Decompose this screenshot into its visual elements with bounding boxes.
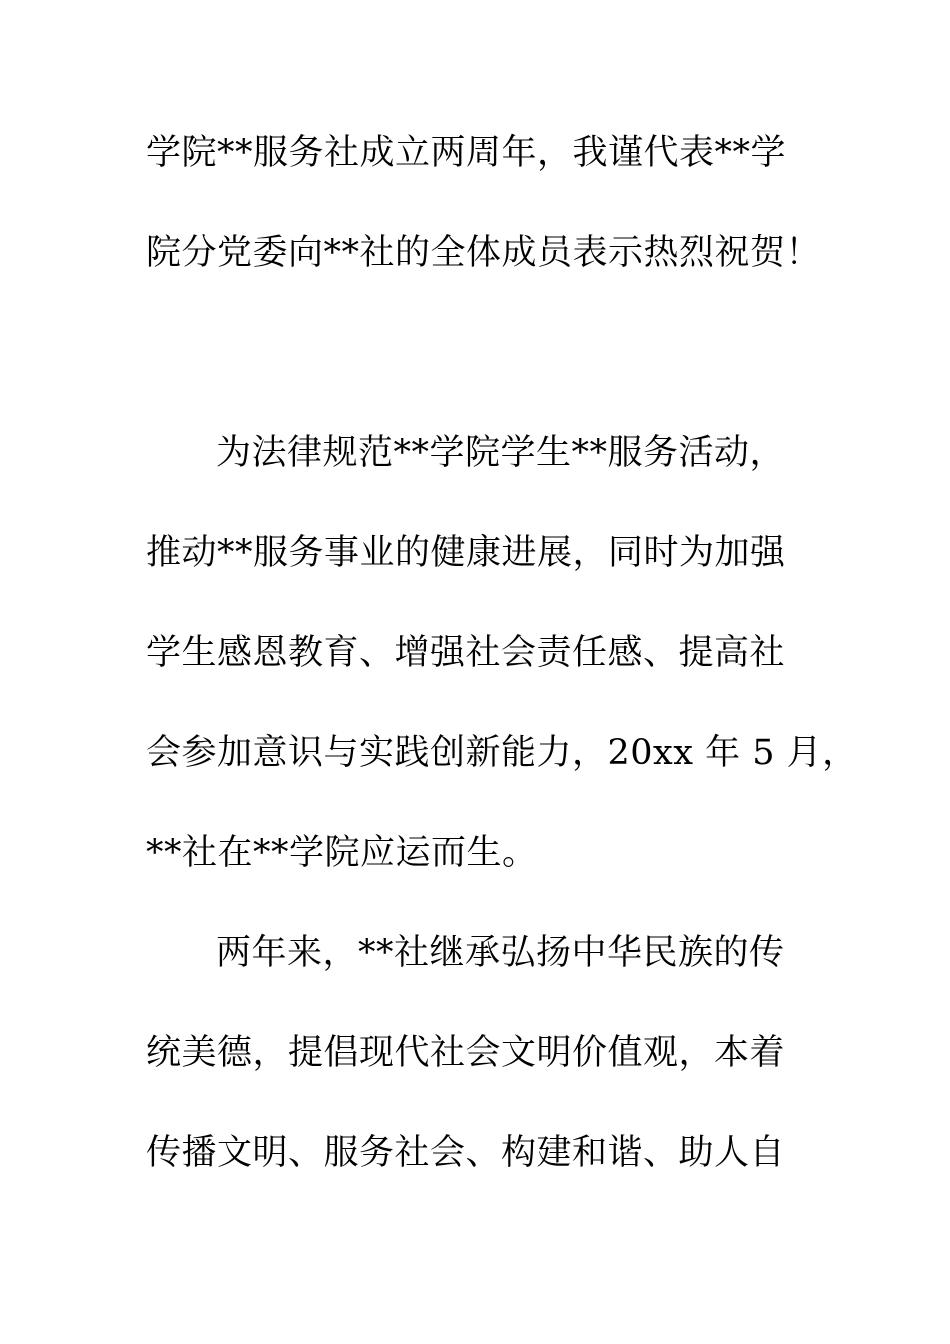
- text-line: 推动**服务事业的健康进展，同时为加强: [146, 533, 786, 573]
- text-line: 院分党委向**社的全体成员表示热烈祝贺！: [146, 233, 822, 273]
- text-line: 为法律规范**学院学生**服务活动，: [216, 433, 786, 473]
- text-line: 传播文明、服务社会、构建和谐、助人自: [146, 1133, 786, 1173]
- text-line: 统美德，提倡现代社会文明价值观，本着: [146, 1033, 786, 1073]
- text-line: 学生感恩教育、增强社会责任感、提高社: [146, 633, 786, 673]
- text-line: 会参加意识与实践创新能力，20xx 年 5 月，: [146, 733, 858, 773]
- text-line: 学院**服务社成立两周年，我谨代表**学: [146, 133, 787, 173]
- text-line: **社在**学院应运而生。: [146, 833, 538, 873]
- text-line: 两年来，**社继承弘扬中华民族的传: [216, 933, 785, 973]
